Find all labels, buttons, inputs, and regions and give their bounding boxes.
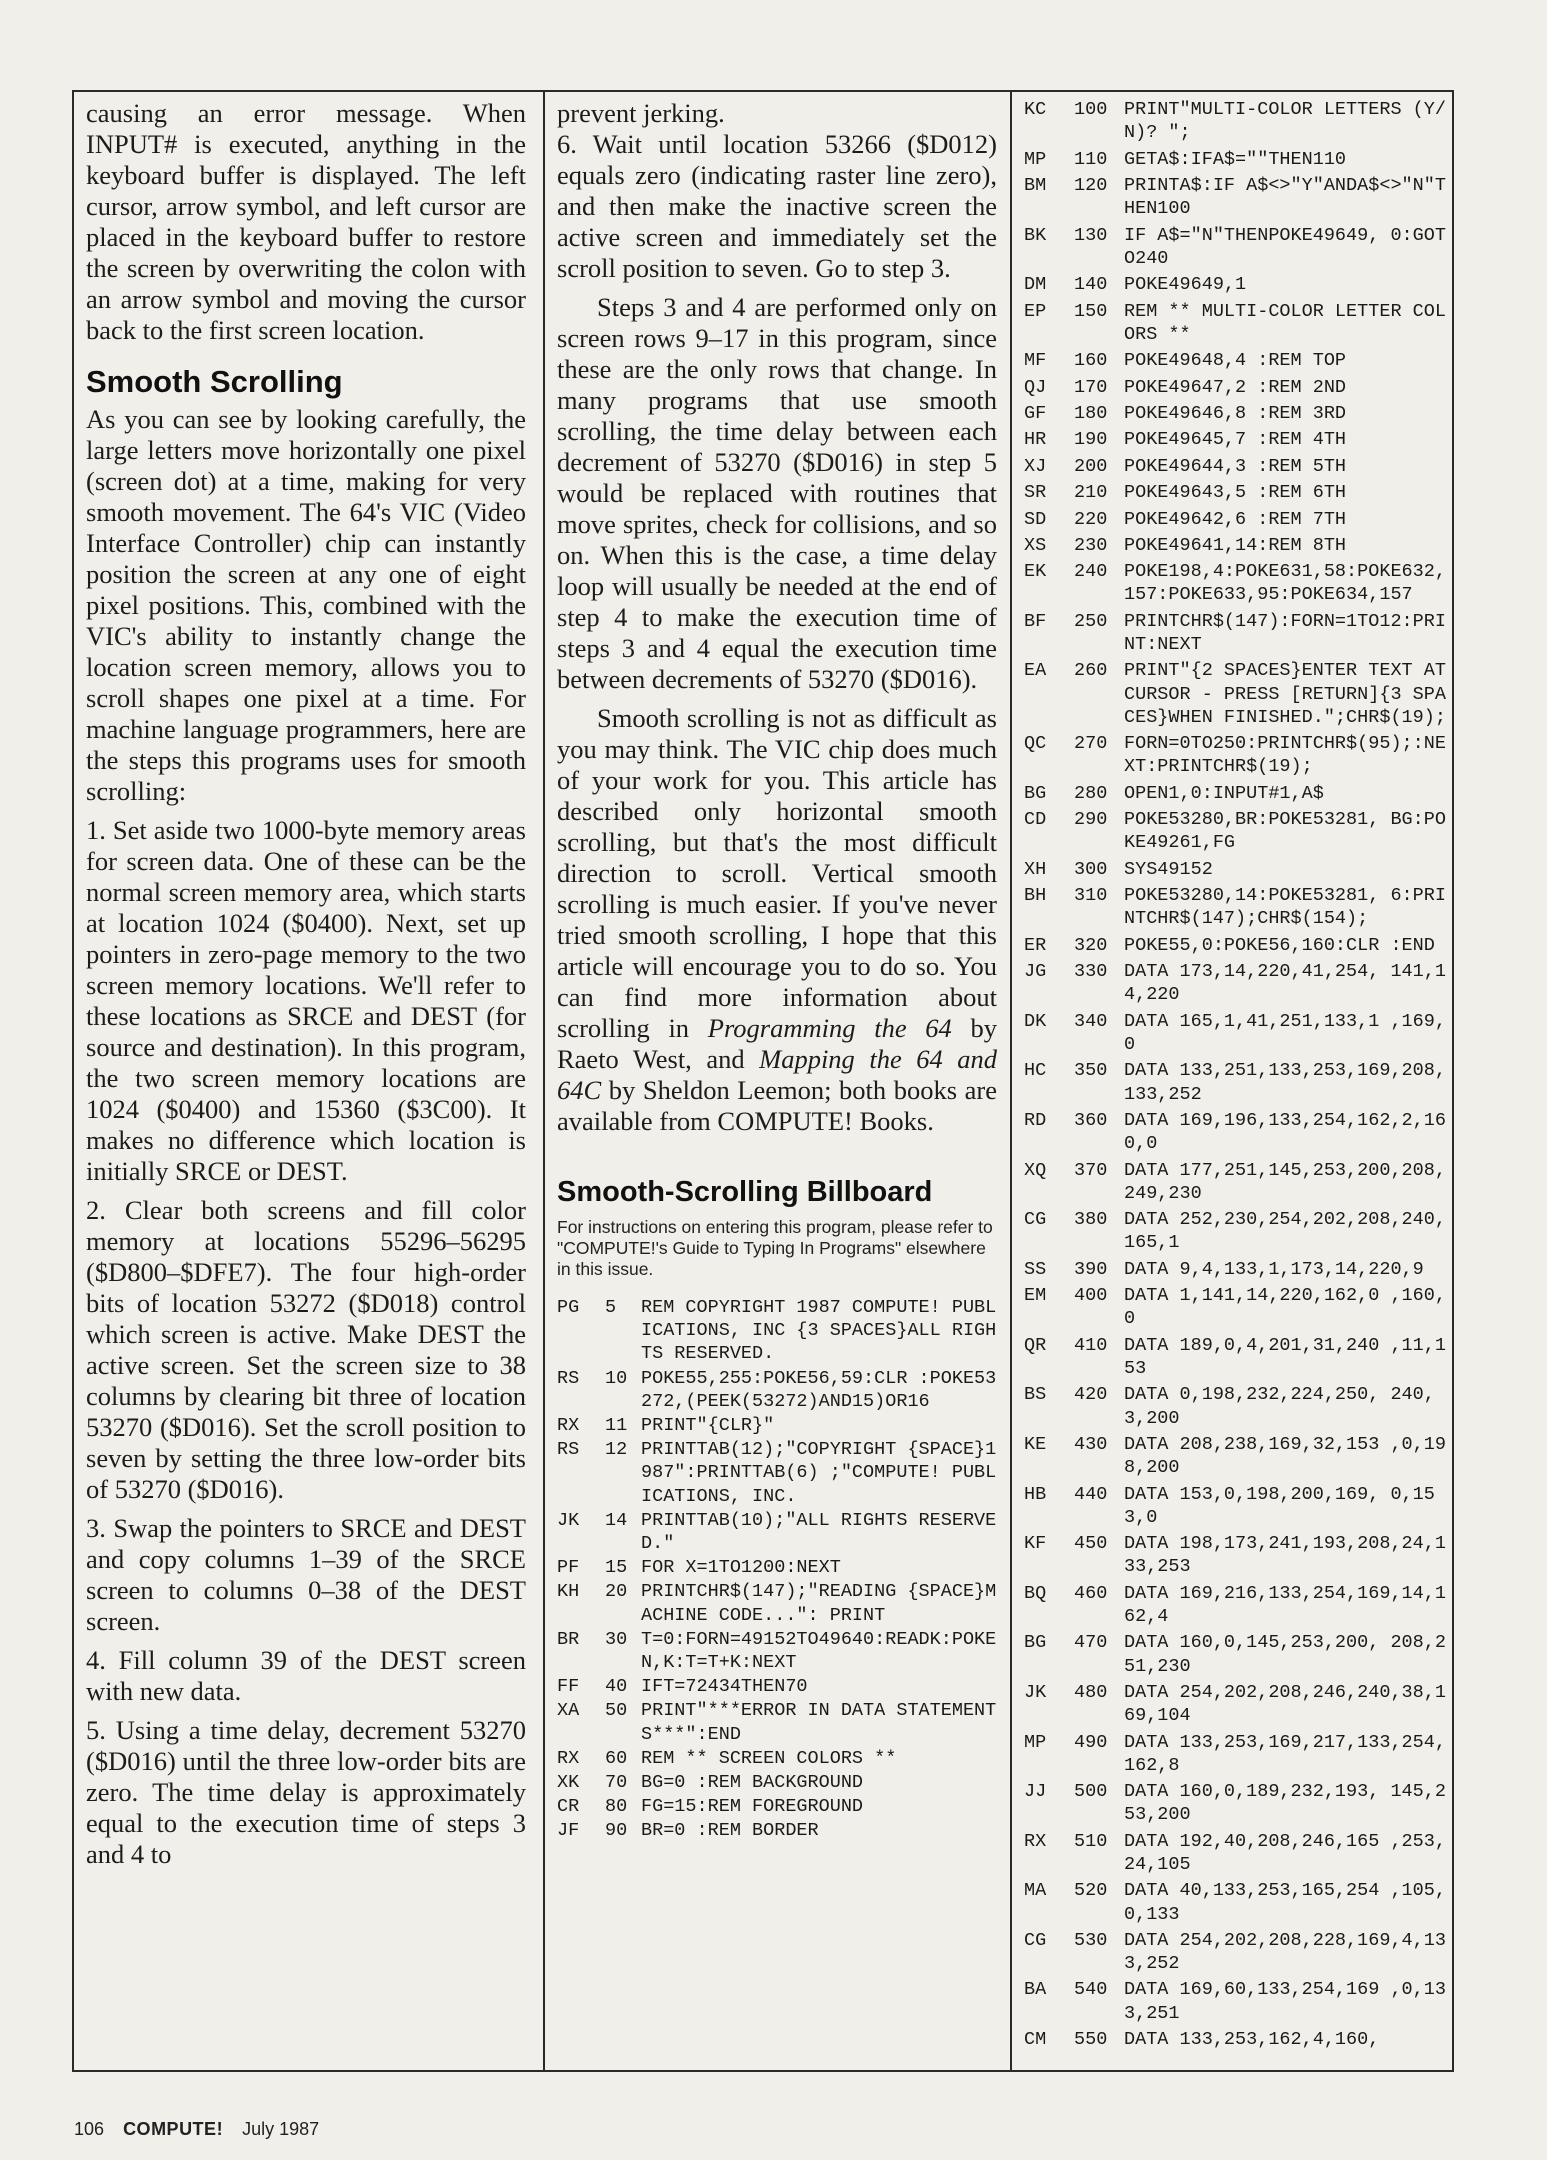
code-line-number: 440 [1074,1483,1108,1505]
code-statement: DATA 173,14,220,41,254, 141,14,220 [1124,961,1446,1006]
code-statement: POKE49643,5 :REM 6TH [1124,482,1347,504]
code-line [1024,98,1450,144]
code-line-number: 240 [1074,561,1108,583]
code-line-number: 340 [1074,1010,1108,1032]
code-line [1024,960,1450,1006]
code-checksum: KC [1024,99,1047,120]
code-statement: DATA 169,196,133,254,162,2,160,0 [1124,1110,1446,1155]
code-checksum: CM [1024,2029,1047,2051]
code-line-number: 480 [1074,1681,1108,1703]
code-line [1024,300,1450,346]
code-checksum: QC [1024,733,1047,755]
code-checksum: BF [1024,610,1047,632]
code-line [557,1819,997,1842]
code-line [1024,1681,1450,1727]
paragraph: Steps 3 and 4 are performed only on screen rows 9–17 in this program, since these are the only rows that change. In many programs that use smooth scrolling, the time delay between each decrement of 53270 ($D016) in step 5 would be replaced with routines that move sprites, check for collisions, and so on. When this is the case, a time delay loop will usually be needed at the end of step 4 to make the execution time of steps 3 and 4 equal the execution time between decrements of 53270 ($D016). [557,292,997,694]
code-line-number: 230 [1074,534,1108,556]
code-line-number: 80 [605,1796,628,1818]
code-line-number: 350 [1074,1060,1108,1082]
code-checksum: RS [557,1439,580,1461]
code-line-number: 250 [1074,610,1108,632]
code-statement: DATA 169,216,133,254,169,14,162,4 [1124,1582,1446,1627]
code-line-number: 310 [1074,885,1108,907]
code-line [557,1699,997,1745]
code-checksum: MA [1024,1880,1047,1902]
code-line [1024,273,1450,296]
code-checksum: RX [557,1747,580,1769]
code-line-number: 420 [1074,1384,1108,1406]
code-line [1024,808,1450,854]
program-listing [1024,98,1458,2051]
code-checksum: BM [1024,174,1047,196]
code-line [557,1580,997,1626]
page-number: 106 [74,2119,105,2139]
code-checksum: RS [557,1367,580,1389]
step-6: 6. Wait until location 53266 ($D012) equals zero (indicating raster line zero), and then make the inactive screen the active screen and immediately set the scroll position to seven. Go to step 3. [557,129,997,283]
code-line-number: 160 [1074,350,1108,372]
code-line-number: 30 [605,1628,628,1650]
code-line [1024,2028,1450,2051]
code-line [1024,732,1450,778]
code-line [1024,782,1450,805]
code-statement: REM ** MULTI-COLOR LETTER COLORS ** [1124,300,1446,345]
code-statement: FORN=0TO250:PRINTCHR$(95);:NEXT:PRINTCHR$(19); [1124,733,1446,778]
code-line-number: 40 [605,1676,628,1698]
code-line [1024,1284,1450,1330]
code-statement: PRINTA$:IF A$<>"Y"ANDA$<>"N"THEN100 [1124,174,1446,220]
code-line [1024,1208,1450,1254]
code-checksum: EM [1024,1285,1047,1307]
code-line [1024,174,1450,220]
code-statement: DATA 252,230,254,202,208,240,165,1 [1124,1209,1446,1254]
book-title: Programming the 64 [707,1013,952,1043]
code-statement: BG=0 :REM BACKGROUND [641,1772,864,1794]
code-line [1024,148,1450,171]
code-checksum: JF [557,1820,580,1842]
code-line-number: 5 [605,1297,617,1318]
code-checksum: BR [557,1628,580,1650]
code-line-number: 170 [1074,376,1108,398]
code-line [1024,1879,1450,1925]
code-line-number: 330 [1074,961,1108,983]
code-line [1024,1830,1450,1876]
code-line-number: 14 [605,1509,628,1531]
step-5: 5. Using a time delay, decrement 53270 ($D016) until the three low-order bits are zero. The time delay is approximately equal to the execution time of steps 3 and 4 to [86,1715,526,1869]
code-statement: REM ** SCREEN COLORS ** [641,1747,897,1769]
code-line-number: 50 [605,1700,628,1722]
code-checksum: RX [557,1415,580,1437]
code-line [557,1747,997,1770]
code-line [557,1556,997,1579]
code-line [557,1628,997,1674]
code-line-number: 100 [1074,99,1108,120]
code-checksum: MP [1024,148,1047,170]
code-line-number: 400 [1074,1285,1108,1307]
code-statement: DATA 198,173,241,193,208,24,133,253 [1124,1533,1446,1578]
code-line [1024,1334,1450,1380]
code-checksum: RX [1024,1830,1047,1852]
code-checksum: JK [557,1509,580,1531]
code-statement: POKE49644,3 :REM 5TH [1124,455,1347,477]
code-line [1024,610,1450,656]
code-checksum: SD [1024,508,1047,530]
code-checksum: JK [1024,1681,1047,1703]
code-statement: BR=0 :REM BORDER [641,1820,819,1842]
code-statement: IFT=72434THEN70 [641,1676,808,1698]
code-checksum: KH [557,1581,580,1603]
code-line-number: 270 [1074,733,1108,755]
code-checksum: JJ [1024,1781,1047,1803]
code-checksum: FF [557,1676,580,1698]
code-line [1024,1780,1450,1826]
code-checksum: BK [1024,224,1047,246]
code-statement: DATA 254,202,208,246,240,38,169,104 [1124,1681,1446,1727]
code-line-number: 470 [1074,1632,1108,1654]
code-checksum: XQ [1024,1159,1047,1181]
code-checksum: XK [557,1772,580,1794]
step-2: 2. Clear both screens and fill color memory at locations 55296–56295 ($D800–$DFE7). The four high-order bits of location 53272 ($D018) control which screen is active. Make DEST the active screen. Set the screen size to 38 columns by clearing bit three of location 53270 ($D016). Set the scroll position to seven by setting the three low-order bits of 53270 ($D016). [86,1195,526,1504]
code-line [1024,1731,1450,1777]
code-line-number: 15 [605,1557,628,1579]
issue-date: July 1987 [242,2119,320,2139]
code-checksum: BG [1024,1632,1047,1654]
code-line [1024,560,1450,606]
code-checksum: GF [1024,402,1047,424]
code-statement: DATA 160,0,189,232,193, 145,253,200 [1124,1781,1446,1826]
code-checksum: CG [1024,1209,1047,1231]
code-line-number: 390 [1074,1258,1108,1280]
column-3 [1024,98,1458,2054]
column-2 [557,98,997,1844]
code-line-number: 150 [1074,300,1108,322]
code-line-number: 410 [1074,1334,1108,1356]
code-line [1024,481,1450,504]
code-line [1024,1010,1450,1056]
code-statement: DATA 40,133,253,165,254 ,105,0,133 [1124,1880,1446,1925]
code-line-number: 10 [605,1367,628,1389]
code-line [1024,376,1450,399]
code-statement: FOR X=1TO1200:NEXT [641,1557,841,1579]
code-statement: POKE53280,BR:POKE53281, BG:POKE49261,FG [1124,809,1446,854]
code-line-number: 490 [1074,1731,1108,1753]
code-line [1024,659,1458,729]
code-line [557,1367,997,1413]
code-line [557,1509,997,1555]
code-checksum: CD [1024,809,1047,831]
code-line-number: 180 [1074,402,1108,424]
code-statement: DATA 133,253,162,4,160, [1124,2029,1380,2051]
code-statement: PRINT"{CLR}" [641,1415,775,1437]
code-line-number: 220 [1074,508,1108,530]
code-line-number: 70 [605,1772,628,1794]
code-statement: DATA 1,141,14,220,162,0 ,160,0 [1124,1285,1446,1330]
code-statement: DATA 208,238,169,32,153 ,0,198,200 [1124,1433,1446,1479]
code-checksum: HR [1024,429,1047,451]
code-line [1024,1929,1450,1975]
code-line [1024,224,1450,270]
code-line [1024,858,1450,881]
code-line-number: 90 [605,1820,628,1842]
code-checksum: EP [1024,300,1047,322]
code-statement: DATA 0,198,232,224,250, 240,3,200 [1124,1384,1435,1429]
code-checksum: CR [557,1796,580,1818]
column-1 [86,98,526,1878]
code-statement: POKE55,0:POKE56,160:CLR :END [1124,934,1435,956]
code-statement: DATA 254,202,208,228,169,4,133,252 [1124,1929,1446,1975]
code-checksum: JG [1024,961,1047,983]
code-checksum: XS [1024,534,1047,556]
code-checksum: RD [1024,1110,1047,1131]
code-statement: DATA 160,0,145,253,200, 208,251,230 [1124,1632,1446,1677]
code-line-number: 12 [605,1439,628,1461]
code-checksum: XA [557,1700,580,1722]
code-statement: DATA 169,60,133,254,169 ,0,133,251 [1124,1979,1446,2024]
code-line-number: 550 [1074,2029,1108,2051]
listing-intro: For instructions on entering this program, please refer to "COMPUTE!'s Guide to Typing In Programs" elsewhere in this issue. [557,1217,993,1279]
code-line-number: 190 [1074,429,1108,451]
code-checksum: KF [1024,1533,1047,1555]
code-statement: REM COPYRIGHT 1987 COMPUTE! PUBLICATIONS, INC {3 SPACES}ALL RIGHTS RESERVED. [641,1297,997,1365]
code-line-number: 370 [1074,1159,1108,1181]
code-line [1024,1159,1450,1205]
column-divider [1010,92,1012,2070]
code-checksum: QJ [1024,376,1047,398]
code-line [1024,1631,1450,1677]
code-line [557,1675,997,1698]
code-line [557,1296,997,1366]
code-line [1024,1109,1450,1155]
code-statement: GETA$:IFA$=""THEN110 [1124,148,1347,170]
code-checksum: HB [1024,1483,1047,1505]
code-statement: PRINTTAB(10);"ALL RIGHTS RESERVED." [641,1509,997,1555]
code-statement: DATA 9,4,133,1,173,14,220,9 [1124,1258,1424,1280]
code-checksum: XH [1024,858,1047,880]
code-line [557,1795,997,1818]
code-line-number: 210 [1074,482,1108,504]
code-line [1024,934,1450,957]
code-statement: POKE49648,4 :REM TOP [1124,350,1347,372]
code-checksum: EA [1024,660,1047,682]
code-line [1024,428,1450,451]
code-checksum: PG [557,1297,580,1318]
code-checksum: CG [1024,1929,1047,1951]
code-checksum: MF [1024,350,1047,372]
code-checksum: SR [1024,482,1047,504]
code-statement: POKE53280,14:POKE53281, 6:PRINTCHR$(147);CHR$(154); [1124,885,1446,930]
paragraph: prevent jerking. [557,98,725,128]
code-statement: POKE198,4:POKE631,58:POKE632,157:POKE633,95:POKE634,157 [1124,561,1446,606]
code-checksum: QR [1024,1334,1047,1356]
code-statement: PRINT"MULTI-COLOR LETTERS (Y/N)? "; [1124,99,1446,144]
code-statement: PRINTCHR$(147):FORN=1TO12:PRINT:NEXT [1124,610,1446,656]
code-checksum: EK [1024,561,1047,583]
code-statement: POKE49646,8 :REM 3RD [1124,402,1347,424]
code-statement: DATA 192,40,208,246,165 ,253,24,105 [1124,1830,1446,1875]
code-line [557,1771,997,1794]
code-line-number: 20 [605,1581,628,1603]
code-line [557,1438,997,1508]
code-statement: DATA 133,251,133,253,169,208,133,252 [1124,1060,1446,1105]
code-statement: PRINTCHR$(147);"READING {SPACE}MACHINE CODE...": PRINT [641,1581,997,1626]
code-checksum: DM [1024,274,1047,296]
code-statement: POKE49642,6 :REM 7TH [1124,508,1347,530]
code-statement: PRINT"{2 SPACES}ENTER TEXT AT CURSOR - PRESS [RETURN]{3 SPACES}WHEN FINISHED.";CHR$(19); [1124,660,1458,728]
code-line-number: 500 [1074,1781,1108,1803]
page-footer [74,2119,333,2140]
code-statement: OPEN1,0:INPUT#1,A$ [1124,782,1324,804]
code-checksum: BQ [1024,1582,1047,1604]
code-line-number: 130 [1074,224,1108,246]
code-checksum: BA [1024,1979,1047,2001]
code-line-number: 360 [1074,1110,1108,1131]
code-line-number: 60 [605,1747,628,1769]
code-line [1024,1059,1450,1105]
code-line-number: 460 [1074,1582,1108,1604]
code-line-number: 300 [1074,858,1108,880]
code-line [1024,1582,1450,1628]
code-line [1024,534,1450,557]
code-line-number: 450 [1074,1533,1108,1555]
code-statement: FG=15:REM FOREGROUND [641,1796,864,1818]
code-checksum: PF [557,1557,580,1579]
code-line-number: 110 [1074,148,1108,170]
paragraph: causing an error message. When INPUT# is executed, anything in the keyboard buffer is displayed. The left cursor, arrow symbol, and left cursor are placed in the keyboard buffer to restore the screen by overwriting the colon with an arrow symbol and moving the cursor back to the first screen location. [86,98,526,345]
step-4: 4. Fill column 39 of the DEST screen with new data. [86,1645,526,1706]
step-1: 1. Set aside two 1000-byte memory areas for screen data. One of these can be the normal screen memory area, which starts at location 1024 ($0400). Next, set up pointers in zero-page memory to the two screen memory locations. We'll refer to these locations as SRCE and DEST (for source and destination). In this program, the two screen memory locations are 1024 ($0400) and 15360 ($3C00). It makes no difference which location is initially SRCE or DEST. [86,815,526,1186]
code-line-number: 120 [1074,174,1108,196]
code-statement: DATA 165,1,41,251,133,1 ,169,0 [1124,1010,1446,1056]
step-3: 3. Swap the pointers to SRCE and DEST and copy columns 1–39 of the SRCE screen to columns 0–38 of the DEST screen. [86,1513,526,1636]
section-heading: Smooth Scrolling [86,364,343,399]
code-line [1024,349,1450,372]
code-line-number: 140 [1074,274,1108,296]
text-span: Smooth scrolling is not as difficult as you may think. The VIC chip does much of your work for you. This article has described only horizontal smooth scrolling, but that's the most difficult direction to scroll. Vertical smooth scrolling is much easier. If you've never tried smooth scrolling, I hope that this article will encourage you to do so. You can find more information about scrolling in [557,703,997,1043]
code-statement: POKE55,255:POKE56,59:CLR :POKE53272,(PEEK(53272)AND15)OR16 [641,1367,997,1412]
code-statement: PRINTTAB(12);"COPYRIGHT {SPACE}1987":PRINTTAB(6) ;"COMPUTE! PUBLICATIONS, INC. [641,1439,997,1507]
code-checksum: BS [1024,1384,1047,1406]
code-checksum: ER [1024,934,1047,956]
book-title: Mapping the 64 and 64C [557,1044,997,1105]
code-statement: DATA 153,0,198,200,169, 0,153,0 [1124,1483,1435,1528]
code-statement: PRINT"***ERROR IN DATA STATEMENTS***":END [641,1700,997,1745]
code-checksum: HC [1024,1060,1047,1082]
text-span: by Raeto West, and [557,1013,998,1074]
code-checksum: BH [1024,885,1047,907]
program-listing [557,1296,997,1843]
code-line [1024,1383,1450,1429]
code-statement: POKE49641,14:REM 8TH [1124,534,1347,556]
paragraph [557,703,997,1137]
code-statement: POKE49649,1 [1124,274,1247,296]
code-line-number: 280 [1074,782,1108,804]
code-statement: SYS49152 [1124,858,1213,880]
code-line-number: 530 [1074,1929,1108,1951]
code-line-number: 520 [1074,1880,1108,1902]
code-checksum: SS [1024,1258,1047,1280]
code-line [1024,508,1450,531]
code-line-number: 200 [1074,455,1108,477]
code-statement: T=0:FORN=49152TO49640:READK:POKEN,K:T=T+K:NEXT [641,1628,997,1674]
code-line [1024,1532,1450,1578]
code-line-number: 320 [1074,934,1108,956]
code-checksum: BG [1024,782,1047,804]
code-line-number: 430 [1074,1433,1108,1455]
code-line-number: 380 [1074,1209,1108,1231]
code-checksum: XJ [1024,455,1047,477]
code-line [1024,1433,1450,1479]
listing-title: Smooth-Scrolling Billboard [557,1176,933,1208]
code-statement: DATA 189,0,4,201,31,240 ,11,153 [1124,1334,1446,1379]
code-checksum: DK [1024,1010,1047,1032]
code-line [1024,884,1450,930]
code-line [1024,402,1450,425]
code-line-number: 540 [1074,1979,1108,2001]
magazine-name: COMPUTE! [123,2119,224,2139]
code-line [1024,1978,1450,2024]
code-line-number: 290 [1074,809,1108,831]
column-divider [543,92,545,2070]
code-line [1024,1258,1450,1281]
text-span: by Sheldon Leemon; both books are available from COMPUTE! Books. [557,1075,997,1136]
code-line-number: 11 [605,1415,628,1437]
code-line [1024,1483,1450,1529]
code-statement: IF A$="N"THENPOKE49649, 0:GOTO240 [1124,224,1446,269]
paragraph: As you can see by looking carefully, the large letters move horizontally one pixel (screen dot) at a time, making for very smooth movement. The 64's VIC (Video Interface Controller) chip can instantly position the screen at any one of eight pixel positions. This, combined with the VIC's ability to instantly change the location screen memory, allows you to scroll shapes one pixel at a time. For machine language programmers, here are the steps this programs uses for smooth scrolling: [86,404,526,806]
code-statement: POKE49645,7 :REM 4TH [1124,429,1347,451]
code-line-number: 510 [1074,1830,1108,1852]
code-statement: POKE49647,2 :REM 2ND [1124,376,1347,398]
code-line-number: 260 [1074,660,1108,682]
code-line [557,1414,997,1437]
code-statement: DATA 133,253,169,217,133,254,162,8 [1124,1731,1446,1776]
code-statement: DATA 177,251,145,253,200,208,249,230 [1124,1159,1446,1204]
code-line [1024,455,1450,478]
code-checksum: MP [1024,1731,1047,1753]
code-checksum: KE [1024,1433,1047,1455]
